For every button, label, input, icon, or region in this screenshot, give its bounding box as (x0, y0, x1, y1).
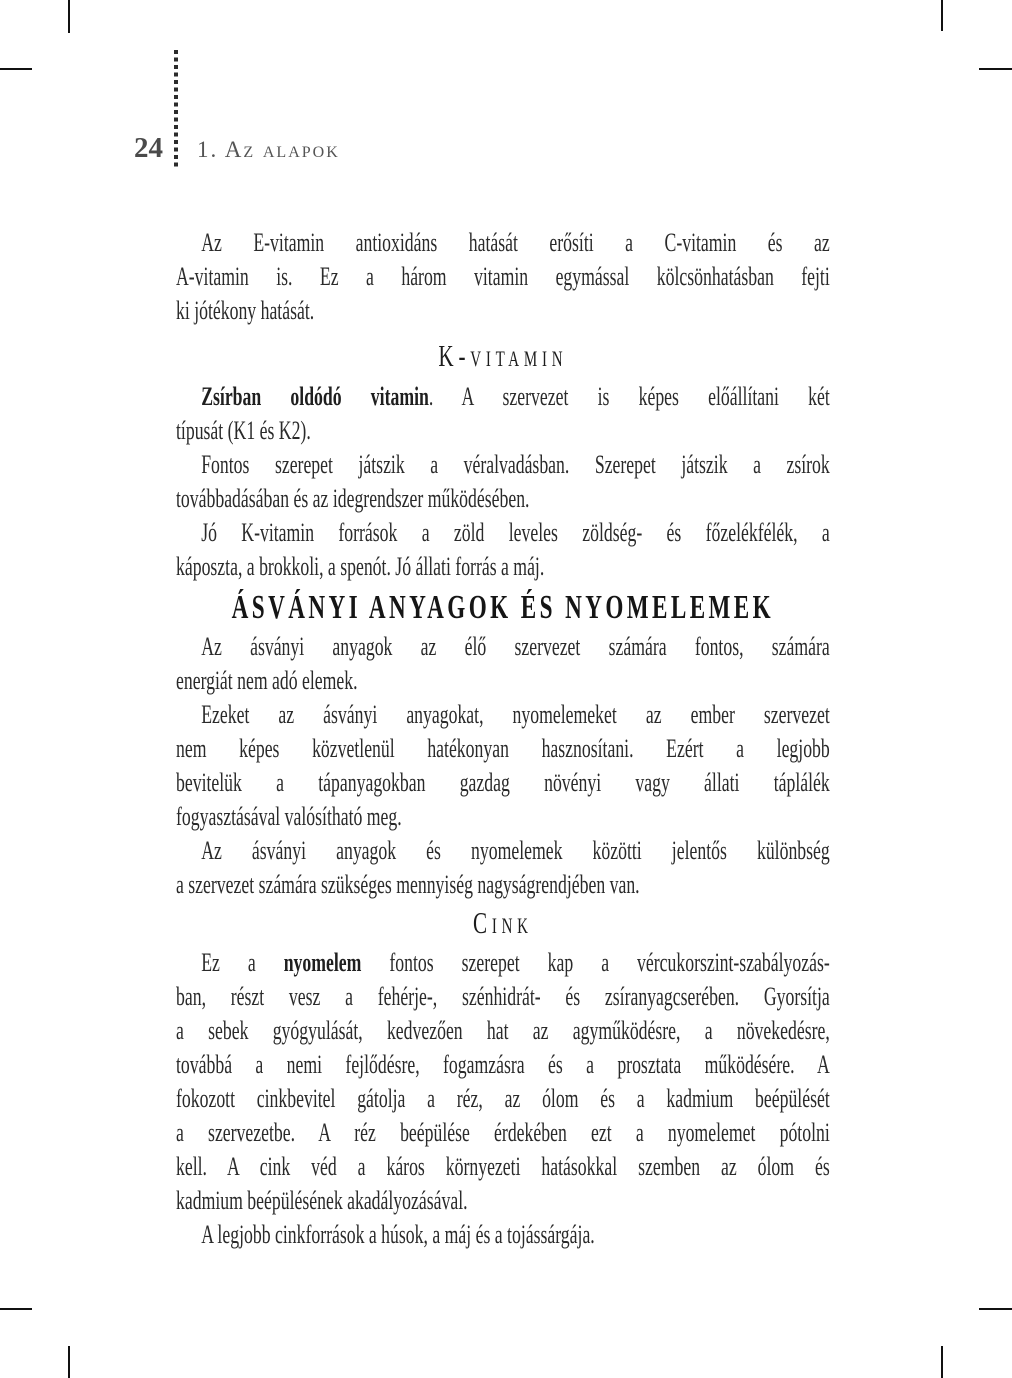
text-line: A-vitamin is. Ez a három vitamin egymással kölcsönhatásban fejti (176, 262, 830, 291)
paragraph-asvanyi-2 (176, 698, 830, 834)
paragraph-k-vitamin-3 (176, 516, 830, 584)
text-line: Az E-vitamin antioxidáns hatását erősíti a C-vitamin és az (201, 228, 830, 257)
text-column (176, 226, 830, 1252)
text-line: káposzta, a brokkoli, a spenót. Jó állati forrás a máj. (176, 552, 545, 581)
text-line: továbbá a nemi fejlődésre, fogamzásra és a prosztata működésére. A (176, 1050, 830, 1079)
paragraph-cink-1 (176, 946, 830, 1218)
crop-mark-bottom-right-horizontal (979, 1308, 1012, 1310)
text-line: fokozott cinkbevitel gátolja a réz, az ólom és a kadmium beépülését (176, 1084, 830, 1113)
text-line: kadmium beépülésének akadályozásával. (176, 1186, 468, 1215)
text-line: fogyasztásával valósítható meg. (176, 802, 402, 831)
text-run: fontos szerepet kap a vércukorszint-szabályozás- (361, 948, 830, 977)
text-run: Ez a (201, 948, 284, 977)
crop-mark-top-left-vertical (68, 0, 70, 33)
heading-asvanyi-anyagok: ÁSVÁNYI ANYAGOK ÉS NYOMELEMEK (231, 589, 775, 626)
text-line: a szervezet számára szükséges mennyiség nagyságrendjében van. (176, 870, 640, 899)
paragraph-k-vitamin-1 (176, 380, 830, 448)
crop-mark-bottom-left-horizontal (0, 1308, 32, 1310)
text-line: ki jótékony hatását. (176, 296, 315, 325)
paragraph-asvanyi-3 (176, 834, 830, 902)
heading-k-vitamin: K-vitamin (438, 338, 568, 373)
heading-cink: Cink (472, 905, 533, 940)
dotted-divider (174, 50, 178, 167)
page-number: 24 (134, 132, 163, 164)
text-line: nem képes közvetlenül hatékonyan hasznosítani. Ezért a legjobb (176, 734, 830, 763)
text-run: . A szervezet is képes előállítani két (428, 382, 830, 411)
text-line: a szervezetbe. A réz beépülése érdekében ezt a nyomelemet pótolni (176, 1118, 830, 1147)
text-line: Az ásványi anyagok és nyomelemek közötti jelentős különbség (201, 836, 830, 865)
text-line (176, 380, 830, 414)
text-line: bevitelük a tápanyagokban gazdag növényi vagy állati táplálék (176, 768, 830, 797)
crop-mark-top-right-vertical (941, 0, 943, 31)
paragraph-intro (176, 226, 830, 328)
text-line: a sebek gyógyulását, kedvezően hat az agyműködésre, a növekedésre, (176, 1016, 830, 1045)
text-line: Jó K-vitamin források a zöld leveles zöldség- és főzelékfélék, a (201, 518, 830, 547)
text-line: Ezeket az ásványi anyagokat, nyomelemeket az ember szervezet (201, 700, 830, 729)
text-line: Az ásványi anyagok az élő szervezet számára fontos, számára (201, 632, 830, 661)
text-line: típusát (K1 és K2). (176, 416, 311, 445)
crop-mark-top-right-horizontal (979, 68, 1012, 70)
text-line: továbbadásában és az idegrendszer működésében. (176, 484, 530, 513)
text-line: Fontos szerepet játszik a véralvadásban. Szerepet játszik a zsírok (201, 450, 830, 479)
text-line: kell. A cink véd a káros környezeti hatásokkal szemben az ólom és (176, 1152, 830, 1181)
paragraph-cink-2 (176, 1218, 830, 1252)
text-line (176, 946, 830, 980)
crop-mark-bottom-right-vertical (941, 1346, 943, 1378)
running-header: 1. Az alapok (197, 137, 340, 162)
text-line: ban, részt vesz a fehérje-, szénhidrát- és zsíranyagcserében. Gyorsítja (176, 982, 830, 1011)
bold-run: Zsírban oldódó vitamin (201, 382, 429, 411)
text-line: energiát nem adó elemek. (176, 666, 358, 695)
crop-mark-top-left-horizontal (0, 68, 32, 70)
paragraph-asvanyi-1 (176, 630, 830, 698)
crop-mark-bottom-left-vertical (68, 1346, 70, 1378)
bold-run: nyomelem (283, 948, 362, 977)
paragraph-k-vitamin-2 (176, 448, 830, 516)
text-line: A legjobb cinkforrások a húsok, a máj és a tojássárgája. (201, 1220, 595, 1249)
